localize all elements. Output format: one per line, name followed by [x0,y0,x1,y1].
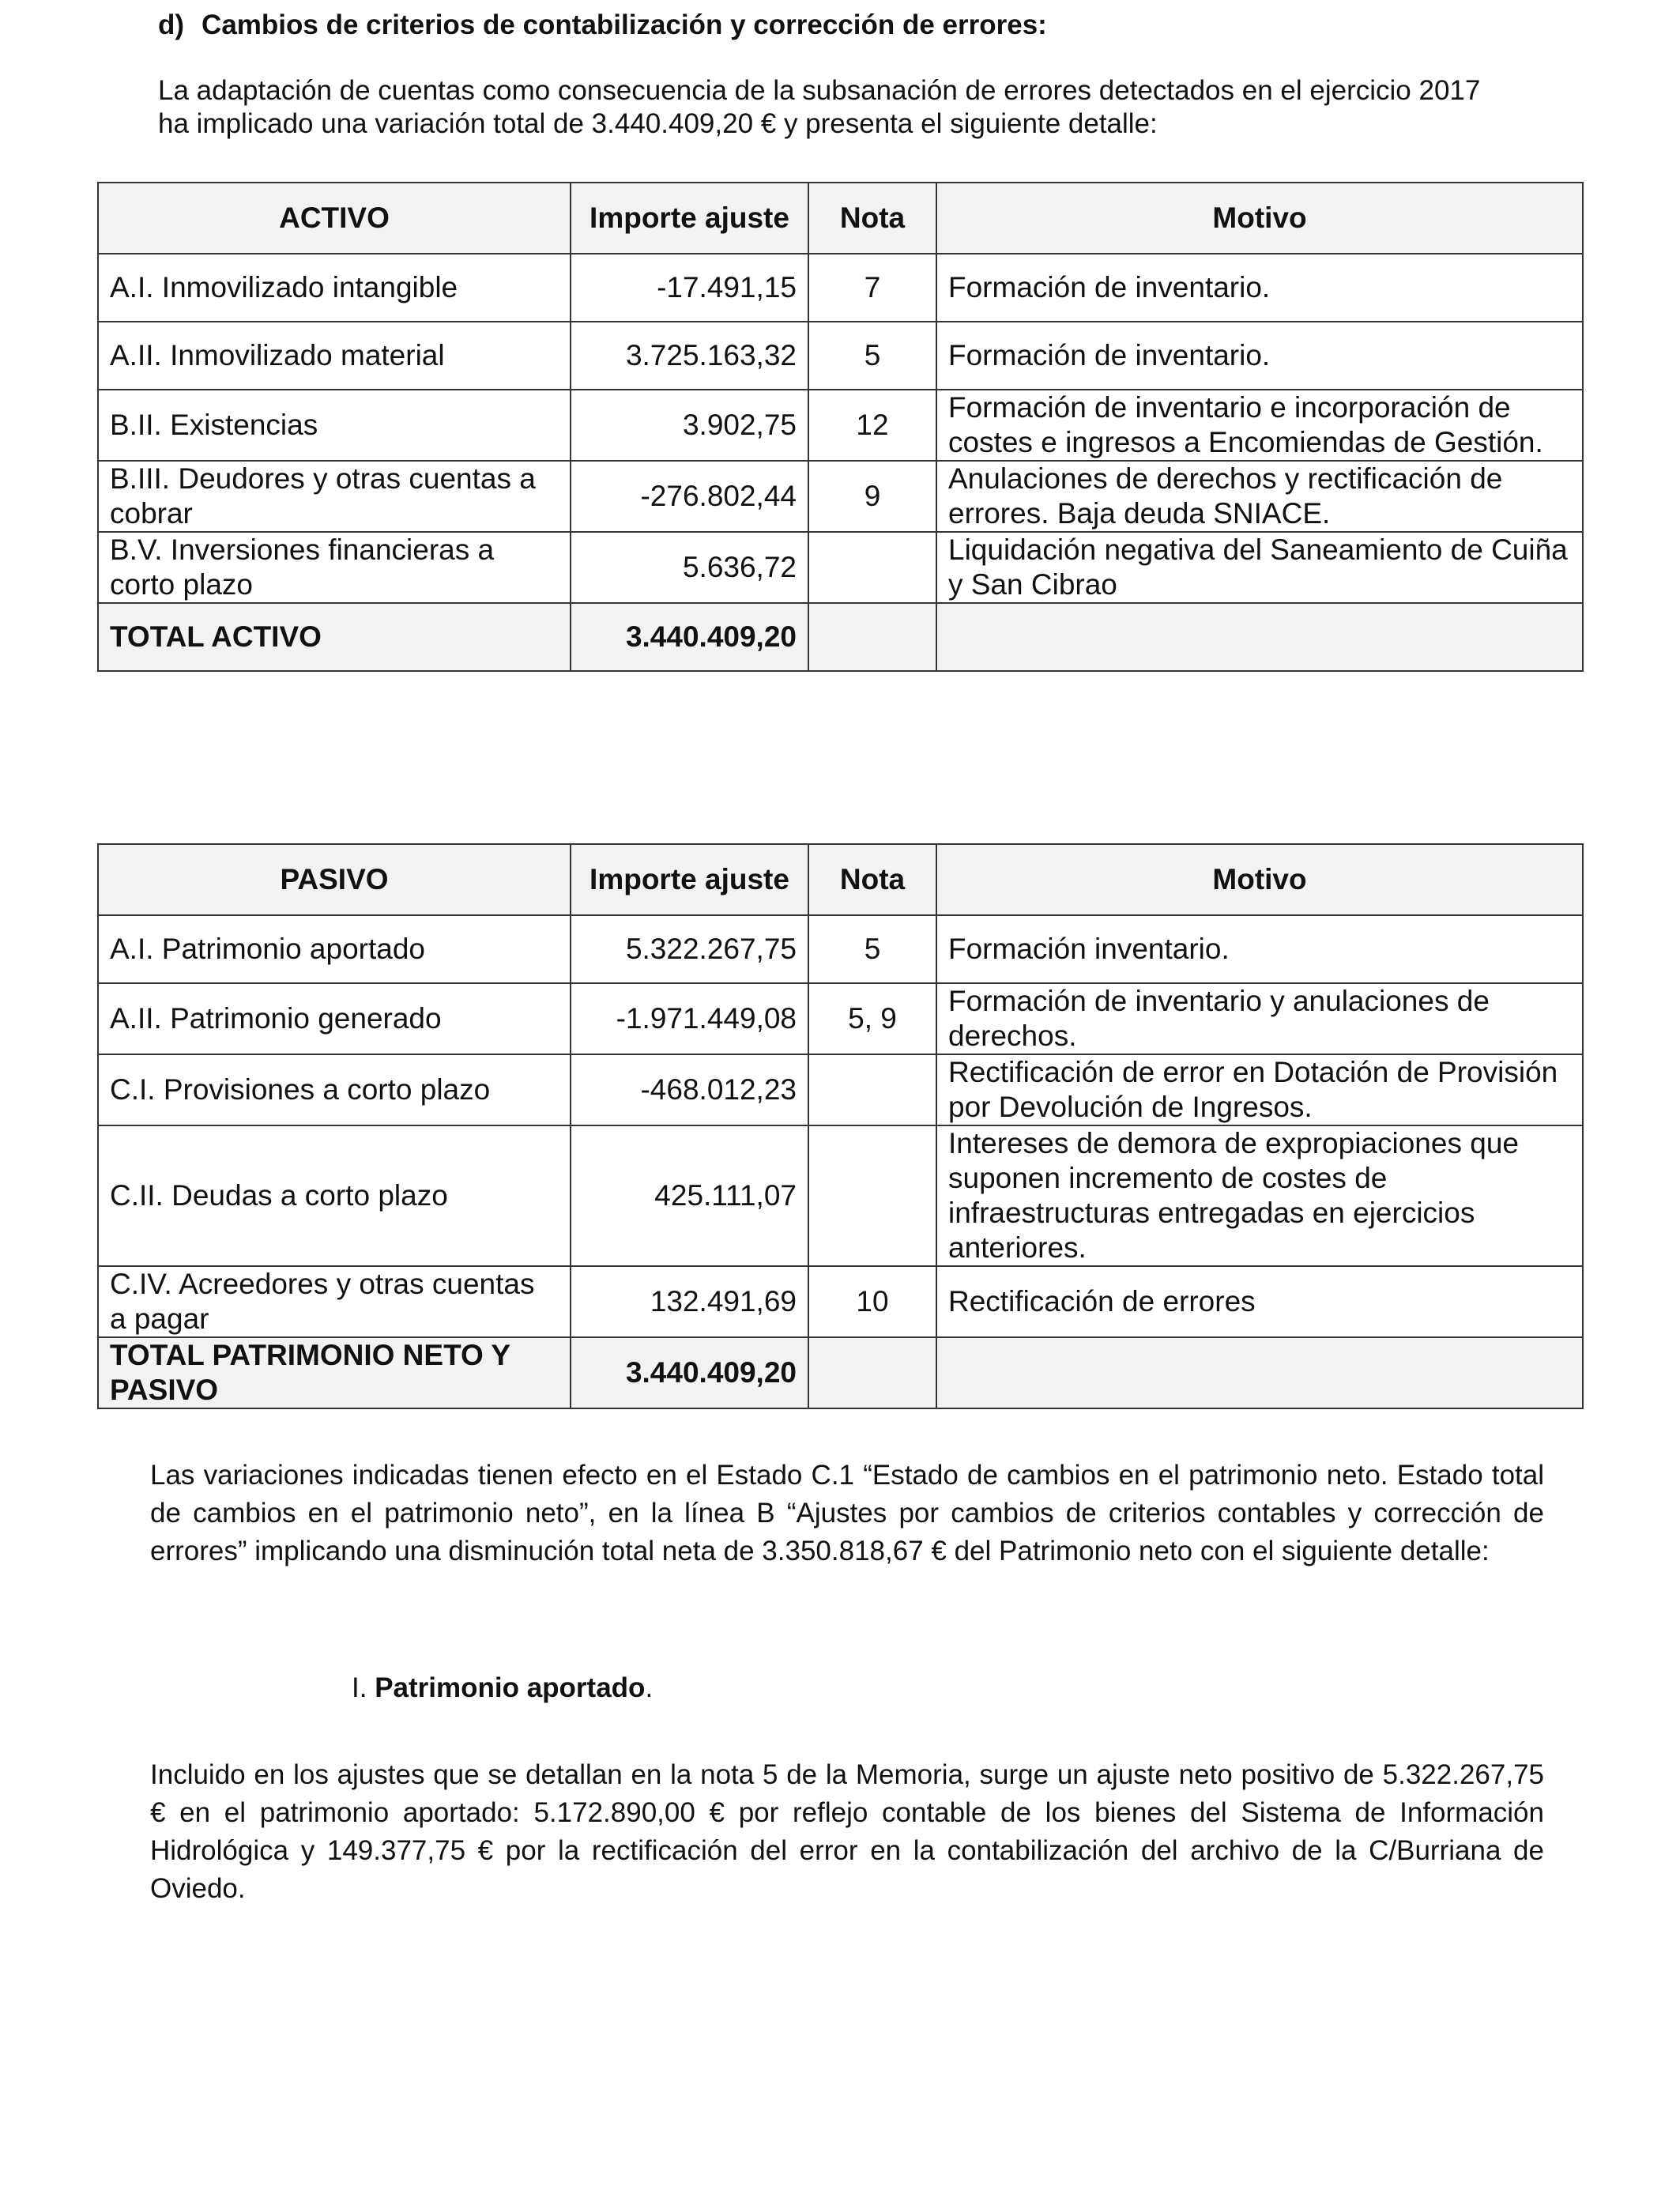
total-row [98,1337,1583,1408]
intro-line-1: La adaptación de cuentas como consecuencia de la subsanación de errores detectados en el ejercicio 2017 [158,75,1481,106]
cell-motivo: Rectificación de error en Dotación de Provisión por Devolución de Ingresos. [936,1054,1583,1125]
total-label: TOTAL ACTIVO [98,603,571,671]
cell-concepto: C.II. Deudas a corto plazo [98,1125,571,1266]
header-pasivo: PASIVO [98,844,571,915]
cell-motivo: Anulaciones de derechos y rectificación de errores. Baja deuda SNIACE. [936,461,1583,532]
cell-concepto: B.II. Existencias [98,390,571,461]
header-activo: ACTIVO [98,183,571,254]
cell-motivo: Intereses de demora de expropiaciones que suponen incremento de costes de infraestructuras entregadas en ejercicios anteriores. [936,1125,1583,1266]
table-row [98,1266,1583,1337]
section-letter: d) [158,9,185,40]
cell-nota [808,1054,936,1125]
cell-importe: 5.322.267,75 [571,915,808,983]
cell-motivo: Liquidación negativa del Saneamiento de Cuiña y San Cibrao [936,532,1583,603]
table-row [98,1125,1583,1266]
cell-importe: 3.725.163,32 [571,322,808,390]
header-motivo: Motivo [936,844,1583,915]
cell-concepto: A.II. Inmovilizado material [98,322,571,390]
cell-nota: 9 [808,461,936,532]
pasivo-table [97,843,1584,1409]
subsection-number: I. [352,1672,367,1703]
total-label: TOTAL PATRIMONIO NETO Y PASIVO [98,1337,571,1408]
table-row [98,322,1583,390]
paragraph-patrimonio-aportado: Incluido en los ajustes que se detallan en la nota 5 de la Memoria, surge un ajuste neto positivo de 5.322.267,75 € en el patrimonio aportado: 5.172.890,00 € por reflejo contable de los bienes del Sistema de Información Hidrológica y 149.377,75 € por la rectificación del error en la contabilización del archivo de la C/Burriana de Oviedo. [150,1759,1544,1904]
total-motivo [936,1337,1583,1408]
cell-importe: 425.111,07 [571,1125,808,1266]
cell-motivo: Formación inventario. [936,915,1583,983]
total-row [98,603,1583,671]
cell-importe: -468.012,23 [571,1054,808,1125]
cell-importe: 132.491,69 [571,1266,808,1337]
total-importe: 3.440.409,20 [571,603,808,671]
cell-concepto: C.IV. Acreedores y otras cuentas a pagar [98,1266,571,1337]
cell-nota: 10 [808,1266,936,1337]
subsection-heading [352,1672,653,1704]
cell-motivo: Formación de inventario y anulaciones de derechos. [936,983,1583,1054]
header-importe: Importe ajuste [571,844,808,915]
cell-importe: 3.902,75 [571,390,808,461]
cell-concepto: A.II. Patrimonio generado [98,983,571,1054]
table-row [98,254,1583,322]
header-nota: Nota [808,183,936,254]
subsection-title: Patrimonio aportado [375,1672,646,1703]
table-row [98,532,1583,603]
table-row [98,1054,1583,1125]
header-motivo: Motivo [936,183,1583,254]
cell-motivo: Formación de inventario. [936,322,1583,390]
paragraph-variaciones: Las variaciones indicadas tienen efecto en el Estado C.1 “Estado de cambios en el patrimonio neto. Estado total de cambios en el patrimonio neto”, en la línea B “Ajustes por cambios de criterios contables y corrección de errores” implicando una disminución total neta de 3.350.818,67 € del Patrimonio neto con el siguiente detalle: [150,1460,1544,1566]
section-title: Cambios de criterios de contabilización y corrección de errores: [202,9,1047,40]
intro-paragraph [158,74,1557,141]
header-importe: Importe ajuste [571,183,808,254]
cell-concepto: A.I. Inmovilizado intangible [98,254,571,322]
table-header-row [98,183,1583,254]
cell-importe: 5.636,72 [571,532,808,603]
cell-motivo: Formación de inventario e incorporación de costes e ingresos a Encomiendas de Gestión. [936,390,1583,461]
cell-nota: 5 [808,322,936,390]
cell-motivo: Formación de inventario. [936,254,1583,322]
activo-table [97,182,1584,672]
table-row [98,915,1583,983]
table-row [98,390,1583,461]
cell-nota [808,1125,936,1266]
cell-nota [808,532,936,603]
header-nota: Nota [808,844,936,915]
table-header-row [98,844,1583,915]
cell-nota: 5, 9 [808,983,936,1054]
total-importe: 3.440.409,20 [571,1337,808,1408]
cell-concepto: A.I. Patrimonio aportado [98,915,571,983]
section-heading [158,9,1047,41]
cell-nota: 12 [808,390,936,461]
total-nota [808,1337,936,1408]
cell-concepto: B.III. Deudores y otras cuentas a cobrar [98,461,571,532]
table-row [98,983,1583,1054]
cell-concepto: B.V. Inversiones financieras a corto plazo [98,532,571,603]
cell-motivo: Rectificación de errores [936,1266,1583,1337]
cell-importe: -1.971.449,08 [571,983,808,1054]
intro-line-2: ha implicado una variación total de 3.440.409,20 € y presenta el siguiente detalle: [158,108,1158,139]
cell-importe: -276.802,44 [571,461,808,532]
cell-nota: 7 [808,254,936,322]
total-nota [808,603,936,671]
cell-nota: 5 [808,915,936,983]
cell-concepto: C.I. Provisiones a corto plazo [98,1054,571,1125]
total-motivo [936,603,1583,671]
cell-importe: -17.491,15 [571,254,808,322]
subsection-suffix: . [645,1672,654,1703]
table-row [98,461,1583,532]
